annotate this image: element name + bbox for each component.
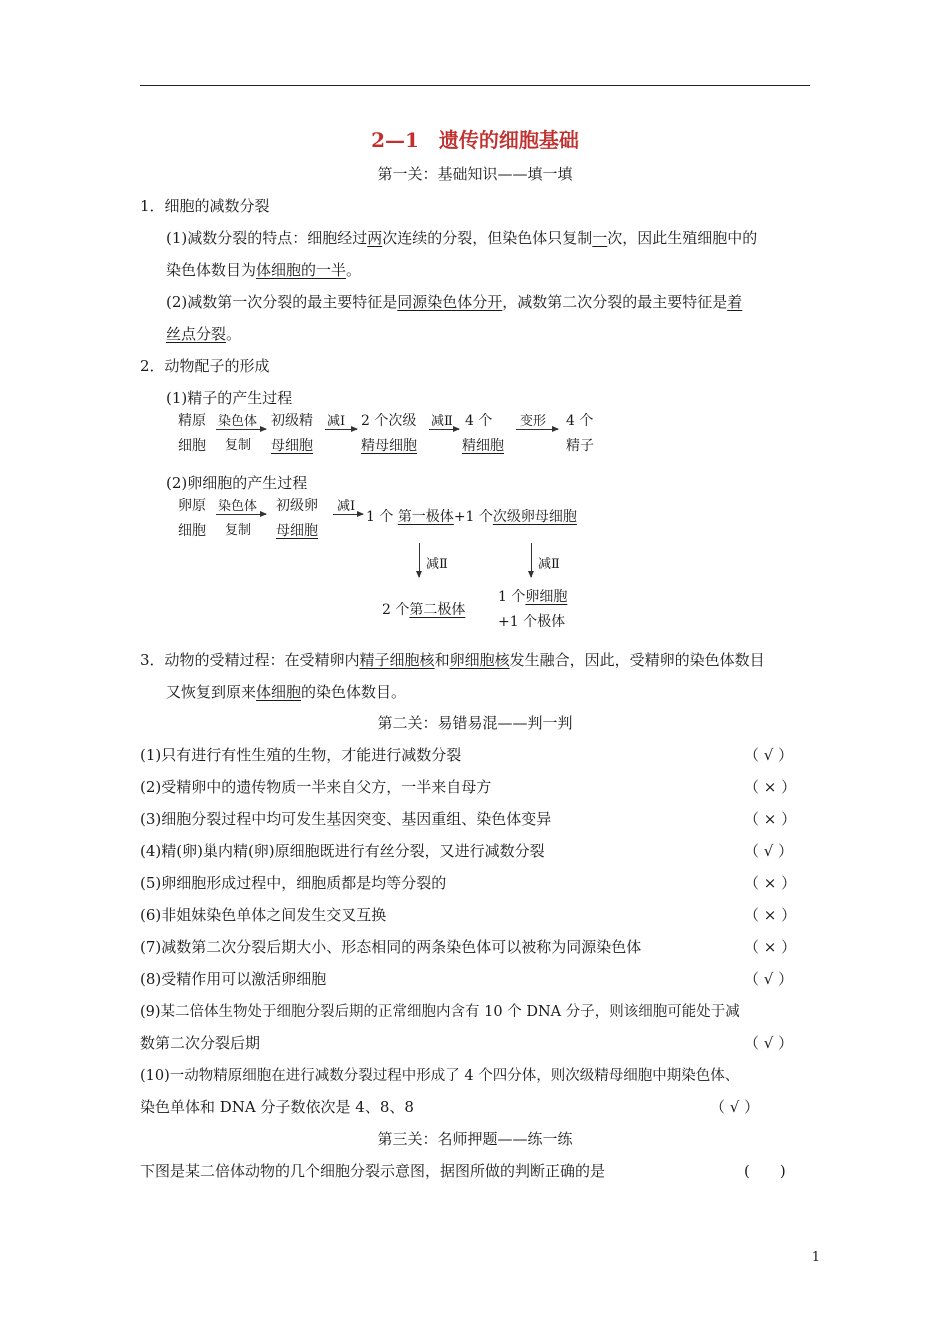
arrow-label-top: 减Ⅰ bbox=[337, 499, 356, 514]
judgement-mark: （ × ） bbox=[744, 906, 797, 924]
text: 次连续的分裂，但染色体只复制 bbox=[382, 229, 593, 247]
judgement-item: (8)受精作用可以激活卵细胞 bbox=[140, 970, 327, 988]
judgement-mark: （ × ） bbox=[744, 810, 797, 828]
judgement-mark: （ × ） bbox=[744, 778, 797, 796]
text: ，减数第二次分裂的最主要特征是 bbox=[502, 293, 728, 311]
primary-spermatocyte-label-1: 初级精 bbox=[271, 413, 313, 429]
spermatid-label-2: 精细胞 bbox=[462, 438, 504, 454]
judgement-item: (2)受精卵中的遗传物质一半来自父方，一半来自母方 bbox=[140, 778, 492, 796]
arrow-label: 减Ⅱ bbox=[426, 557, 448, 572]
arrow-label-top: 变形 bbox=[520, 414, 547, 429]
answer-blank: 次级卵母细胞 bbox=[492, 509, 577, 525]
answer-blank: 体细胞的一半 bbox=[256, 261, 347, 279]
meiosis1-products bbox=[366, 506, 577, 526]
judgement-mark: （ √ ） bbox=[744, 1034, 794, 1052]
text: 和 bbox=[434, 651, 450, 669]
text: (1)减数分裂的特点：细胞经过 bbox=[166, 229, 368, 247]
item1-label: 1．细胞的减数分裂 bbox=[140, 197, 270, 215]
question-text: 下图是某二倍体动物的几个细胞分裂示意图，据图所做的判断正确的是 bbox=[140, 1162, 606, 1180]
flow-arrow bbox=[216, 514, 266, 515]
egg-title: (2)卵细胞的产生过程 bbox=[166, 474, 308, 492]
answer-blank: 丝点分裂 bbox=[166, 325, 227, 343]
judgement-item: (3)细胞分裂过程中均可发生基因突变、基因重组、染色体变异 bbox=[140, 810, 552, 828]
arrow-label-top: 减Ⅰ bbox=[327, 414, 346, 429]
item1-p2-line2 bbox=[166, 323, 241, 344]
judgement-mark: （ √ ） bbox=[744, 746, 794, 764]
text: 染色体数目为 bbox=[166, 261, 257, 279]
judgement-item-9-line2: 数第二次分裂后期 bbox=[140, 1034, 261, 1052]
answer-blank: 着 bbox=[727, 293, 743, 311]
judgement-item: (6)非姐妹染色单体之间发生交叉互换 bbox=[140, 906, 387, 924]
text: 2 个 bbox=[382, 602, 410, 618]
text: 又恢复到原来 bbox=[166, 683, 257, 701]
spermatogonium-label-1: 精原 bbox=[178, 413, 206, 429]
judgement-item-10-line2: 染色单体和 DNA 分子数依次是 4、8、8 bbox=[140, 1098, 414, 1116]
section1-heading: 第一关：基础知识——填一填 bbox=[377, 165, 573, 183]
text: 发生融合，因此，受精卵的染色体数目 bbox=[509, 651, 765, 669]
judgement-mark: （ √ ） bbox=[744, 970, 794, 988]
answer-bracket: ( ) bbox=[744, 1162, 786, 1180]
arrow-label-top: 减Ⅱ bbox=[431, 414, 453, 429]
judgement-item-9-line1: (9)某二倍体生物处于细胞分裂后期的正常细胞内含有 10 个 DNA 分子，则该细胞可能处于减 bbox=[140, 1004, 740, 1020]
item2-label: 2．动物配子的形成 bbox=[140, 357, 270, 375]
judgement-item-10-line1: (10)一动物精原细胞在进行减数分裂过程中形成了 4 个四分体，则次级精母细胞中期染色体、 bbox=[140, 1068, 740, 1084]
arrow-label-top: 染色体 bbox=[218, 414, 258, 429]
oogonium-label-1: 卵原 bbox=[178, 498, 206, 514]
item1-p2-line1 bbox=[166, 291, 742, 312]
judgement-item: (1)只有进行有性生殖的生物，才能进行减数分裂 bbox=[140, 746, 462, 764]
text: (2)减数第一次分裂的最主要特征是 bbox=[166, 293, 398, 311]
top-rule bbox=[140, 85, 810, 86]
item1-p1-line2 bbox=[166, 259, 361, 280]
sperm-label-1: 4 个 bbox=[566, 413, 594, 429]
section3-heading: 第三关：名师押题——练一练 bbox=[377, 1130, 573, 1148]
judgement-mark: （ √ ） bbox=[710, 1098, 760, 1116]
secondary-spermatocyte-label-2: 精母细胞 bbox=[361, 438, 417, 454]
text: +1 个 bbox=[453, 509, 493, 525]
judgement-item: (7)减数第二次分裂后期大小、形态相同的两条染色体可以被称为同源染色体 bbox=[140, 938, 642, 956]
judgement-item: (5)卵细胞形成过程中，细胞质都是均等分裂的 bbox=[140, 874, 447, 892]
item3-line1 bbox=[140, 649, 765, 670]
text: 1 个 bbox=[498, 589, 526, 605]
judgement-mark: （ √ ） bbox=[744, 842, 794, 860]
oogonium-label-2: 细胞 bbox=[178, 523, 206, 539]
primary-spermatocyte-label-2: 母细胞 bbox=[271, 438, 313, 454]
arrow-label-top: 染色体 bbox=[218, 499, 258, 514]
text: 的染色体数目。 bbox=[301, 683, 407, 701]
page-number: 1 bbox=[811, 1250, 820, 1265]
judgement-mark: （ × ） bbox=[744, 874, 797, 892]
flow-arrow bbox=[429, 429, 459, 430]
item3-line2 bbox=[166, 681, 406, 702]
answer-blank: 同源染色体分开 bbox=[397, 293, 503, 311]
answer-blank: 两 bbox=[367, 229, 383, 247]
answer-blank: 第二极体 bbox=[409, 602, 466, 618]
section2-heading: 第二关：易错易混——判一判 bbox=[377, 714, 573, 732]
text: 。 bbox=[226, 325, 242, 343]
answer-blank: 卵细胞核 bbox=[449, 651, 510, 669]
judgement-mark: （ × ） bbox=[744, 938, 797, 956]
spermatid-label-1: 4 个 bbox=[465, 413, 493, 429]
egg-cell bbox=[498, 586, 567, 606]
spermatogonium-label-2: 细胞 bbox=[178, 438, 206, 454]
arrow-label: 减Ⅱ bbox=[538, 557, 560, 572]
flow-arrow bbox=[325, 429, 357, 430]
second-polar-body bbox=[382, 599, 465, 619]
arrow-label-bottom: 复制 bbox=[225, 523, 252, 538]
flow-arrow bbox=[216, 429, 266, 430]
text: 。 bbox=[346, 261, 362, 279]
polar-body: +1 个极体 bbox=[498, 614, 566, 630]
text: 3．动物的受精过程：在受精卵内 bbox=[140, 651, 360, 669]
down-arrow bbox=[419, 543, 420, 577]
primary-oocyte-label-1: 初级卵 bbox=[276, 498, 318, 514]
page-title: 2—1 遗传的细胞基础 bbox=[371, 128, 579, 152]
down-arrow bbox=[531, 543, 532, 577]
answer-blank: 第一极体 bbox=[397, 509, 454, 525]
text: 1 个 bbox=[366, 509, 398, 525]
answer-blank: 精子细胞核 bbox=[359, 651, 435, 669]
item1-p1-line1 bbox=[166, 227, 757, 248]
sperm-title: (1)精子的产生过程 bbox=[166, 389, 293, 407]
answer-blank: 一 bbox=[592, 229, 608, 247]
text: 次，因此生殖细胞中的 bbox=[607, 229, 758, 247]
answer-blank: 体细胞 bbox=[256, 683, 302, 701]
answer-blank: 卵细胞 bbox=[525, 589, 568, 605]
flow-arrow bbox=[333, 514, 363, 515]
flow-arrow bbox=[516, 429, 558, 430]
judgement-item: (4)精(卵)巢内精(卵)原细胞既进行有丝分裂，又进行减数分裂 bbox=[140, 842, 545, 860]
arrow-label-bottom: 复制 bbox=[225, 438, 252, 453]
primary-oocyte-label-2: 母细胞 bbox=[276, 523, 318, 539]
secondary-spermatocyte-label-1: 2 个次级 bbox=[361, 413, 417, 429]
sperm-label-2: 精子 bbox=[566, 438, 594, 454]
